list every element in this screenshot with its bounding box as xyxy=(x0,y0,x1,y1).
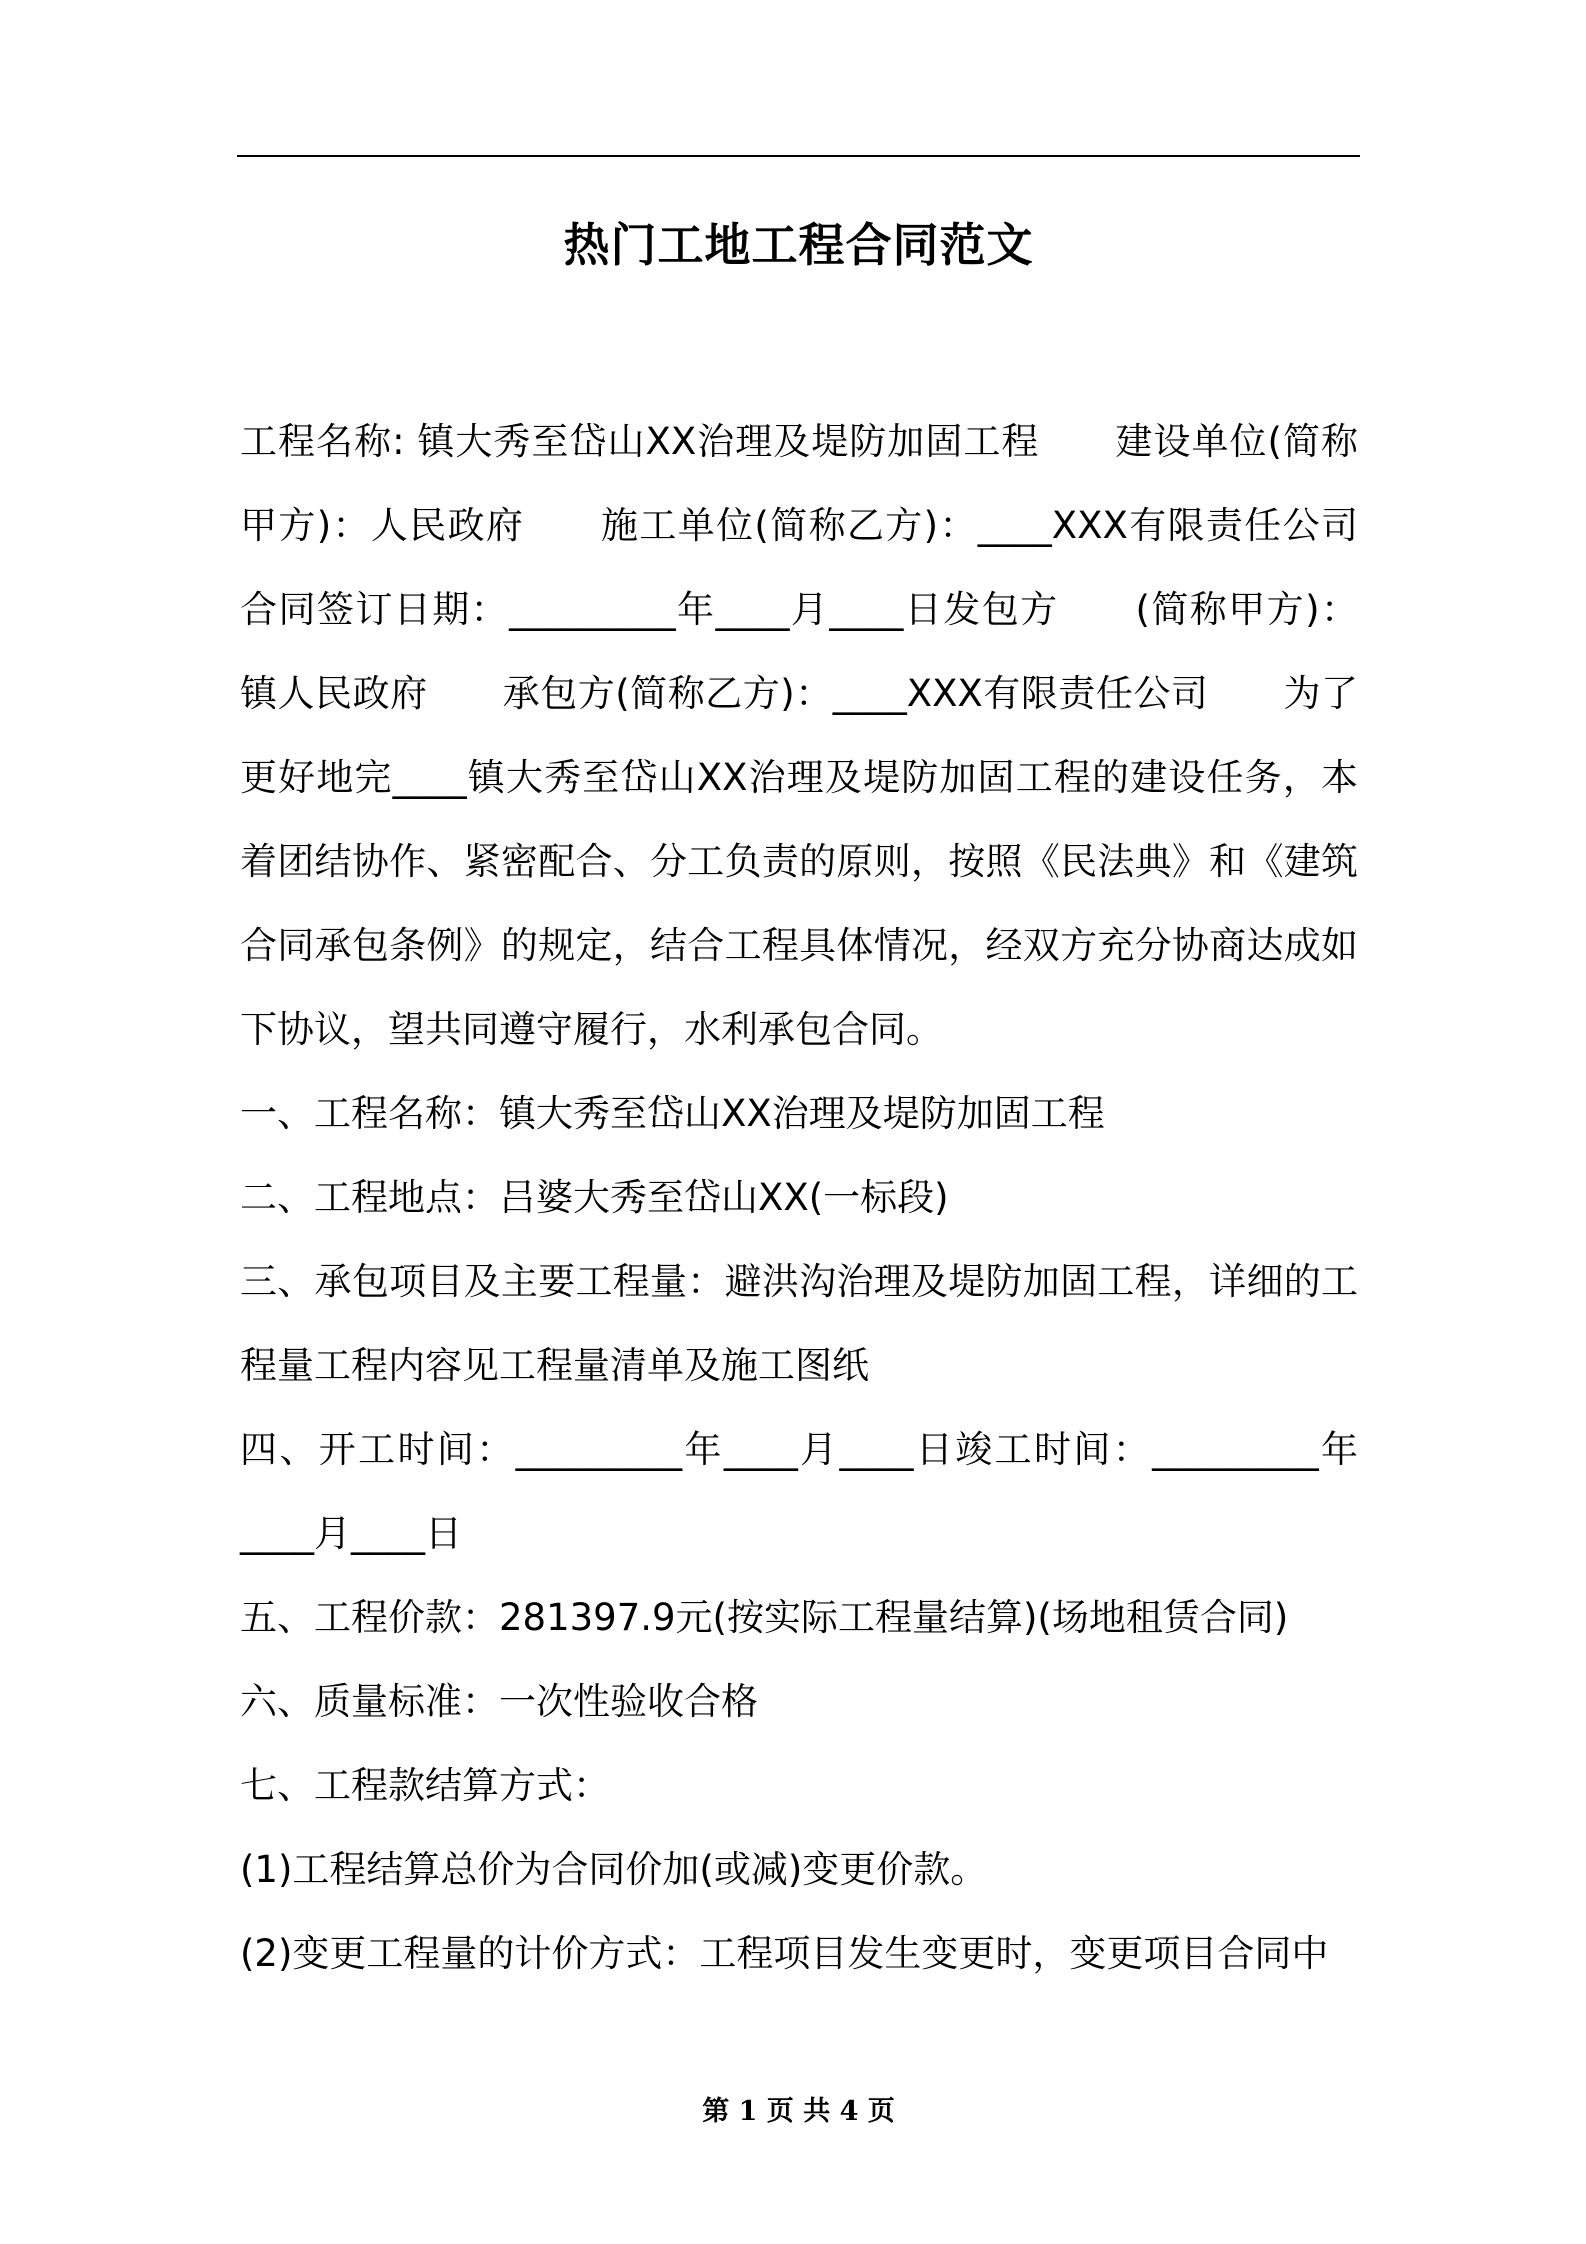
intro-paragraph: 工程名称: 镇大秀至岱山XX治理及堤防加固工程 建设单位(简称甲方)：人民政府 施工单位(简称乙方)：____XXX有限责任公司合同签订日期：_________年____月____日发包方 (简称甲方)：镇人民政府 承包方(简称乙方)：____XXX有限责任公司 为了更好地完____镇大秀至岱山XX治理及堤防加固工程的建设任务，本着团结协作、紧密配合、分工负责的原则，按照《民法典》和《建筑合同承包条例》的规定，结合工程具体情况，经双方充分协商达成如下协议，望共同遵守履行，水利承包合同。 xyxy=(240,420,1358,1051)
clause-7-settlement: 七、工程款结算方式： xyxy=(240,1764,610,1807)
document-title: 热门工地工程合同范文 xyxy=(563,218,1034,272)
clause-2-project-location: 二、工程地点：吕婆大秀至岱山XX(一标段) xyxy=(240,1176,949,1219)
clause-3-scope: 三、承包项目及主要工程量：避洪沟治理及堤防加固工程，详细的工程量工程内容见工程量清单及施工图纸 xyxy=(240,1260,1358,1387)
clause-5-price: 五、工程价款：281397.9元(按实际工程量结算)(场地租赁合同) xyxy=(240,1596,1289,1639)
header-rule xyxy=(237,155,1360,157)
settlement-item-2: (2)变更工程量的计价方式：工程项目发生变更时，变更项目合同中 xyxy=(240,1932,1329,1975)
settlement-item-1: (1)工程结算总价为合同价加(或减)变更价款。 xyxy=(240,1848,988,1891)
document-body xyxy=(240,400,1358,1996)
page-number: 第 1 页 共 4 页 xyxy=(702,2096,895,2127)
clause-6-quality: 六、质量标准：一次性验收合格 xyxy=(240,1680,758,1723)
clause-1-project-name: 一、工程名称：镇大秀至岱山XX治理及堤防加固工程 xyxy=(240,1092,1105,1135)
clause-4-schedule: 四、开工时间：_________年____月____日竣工时间：_________年____月____日 xyxy=(240,1428,1358,1555)
